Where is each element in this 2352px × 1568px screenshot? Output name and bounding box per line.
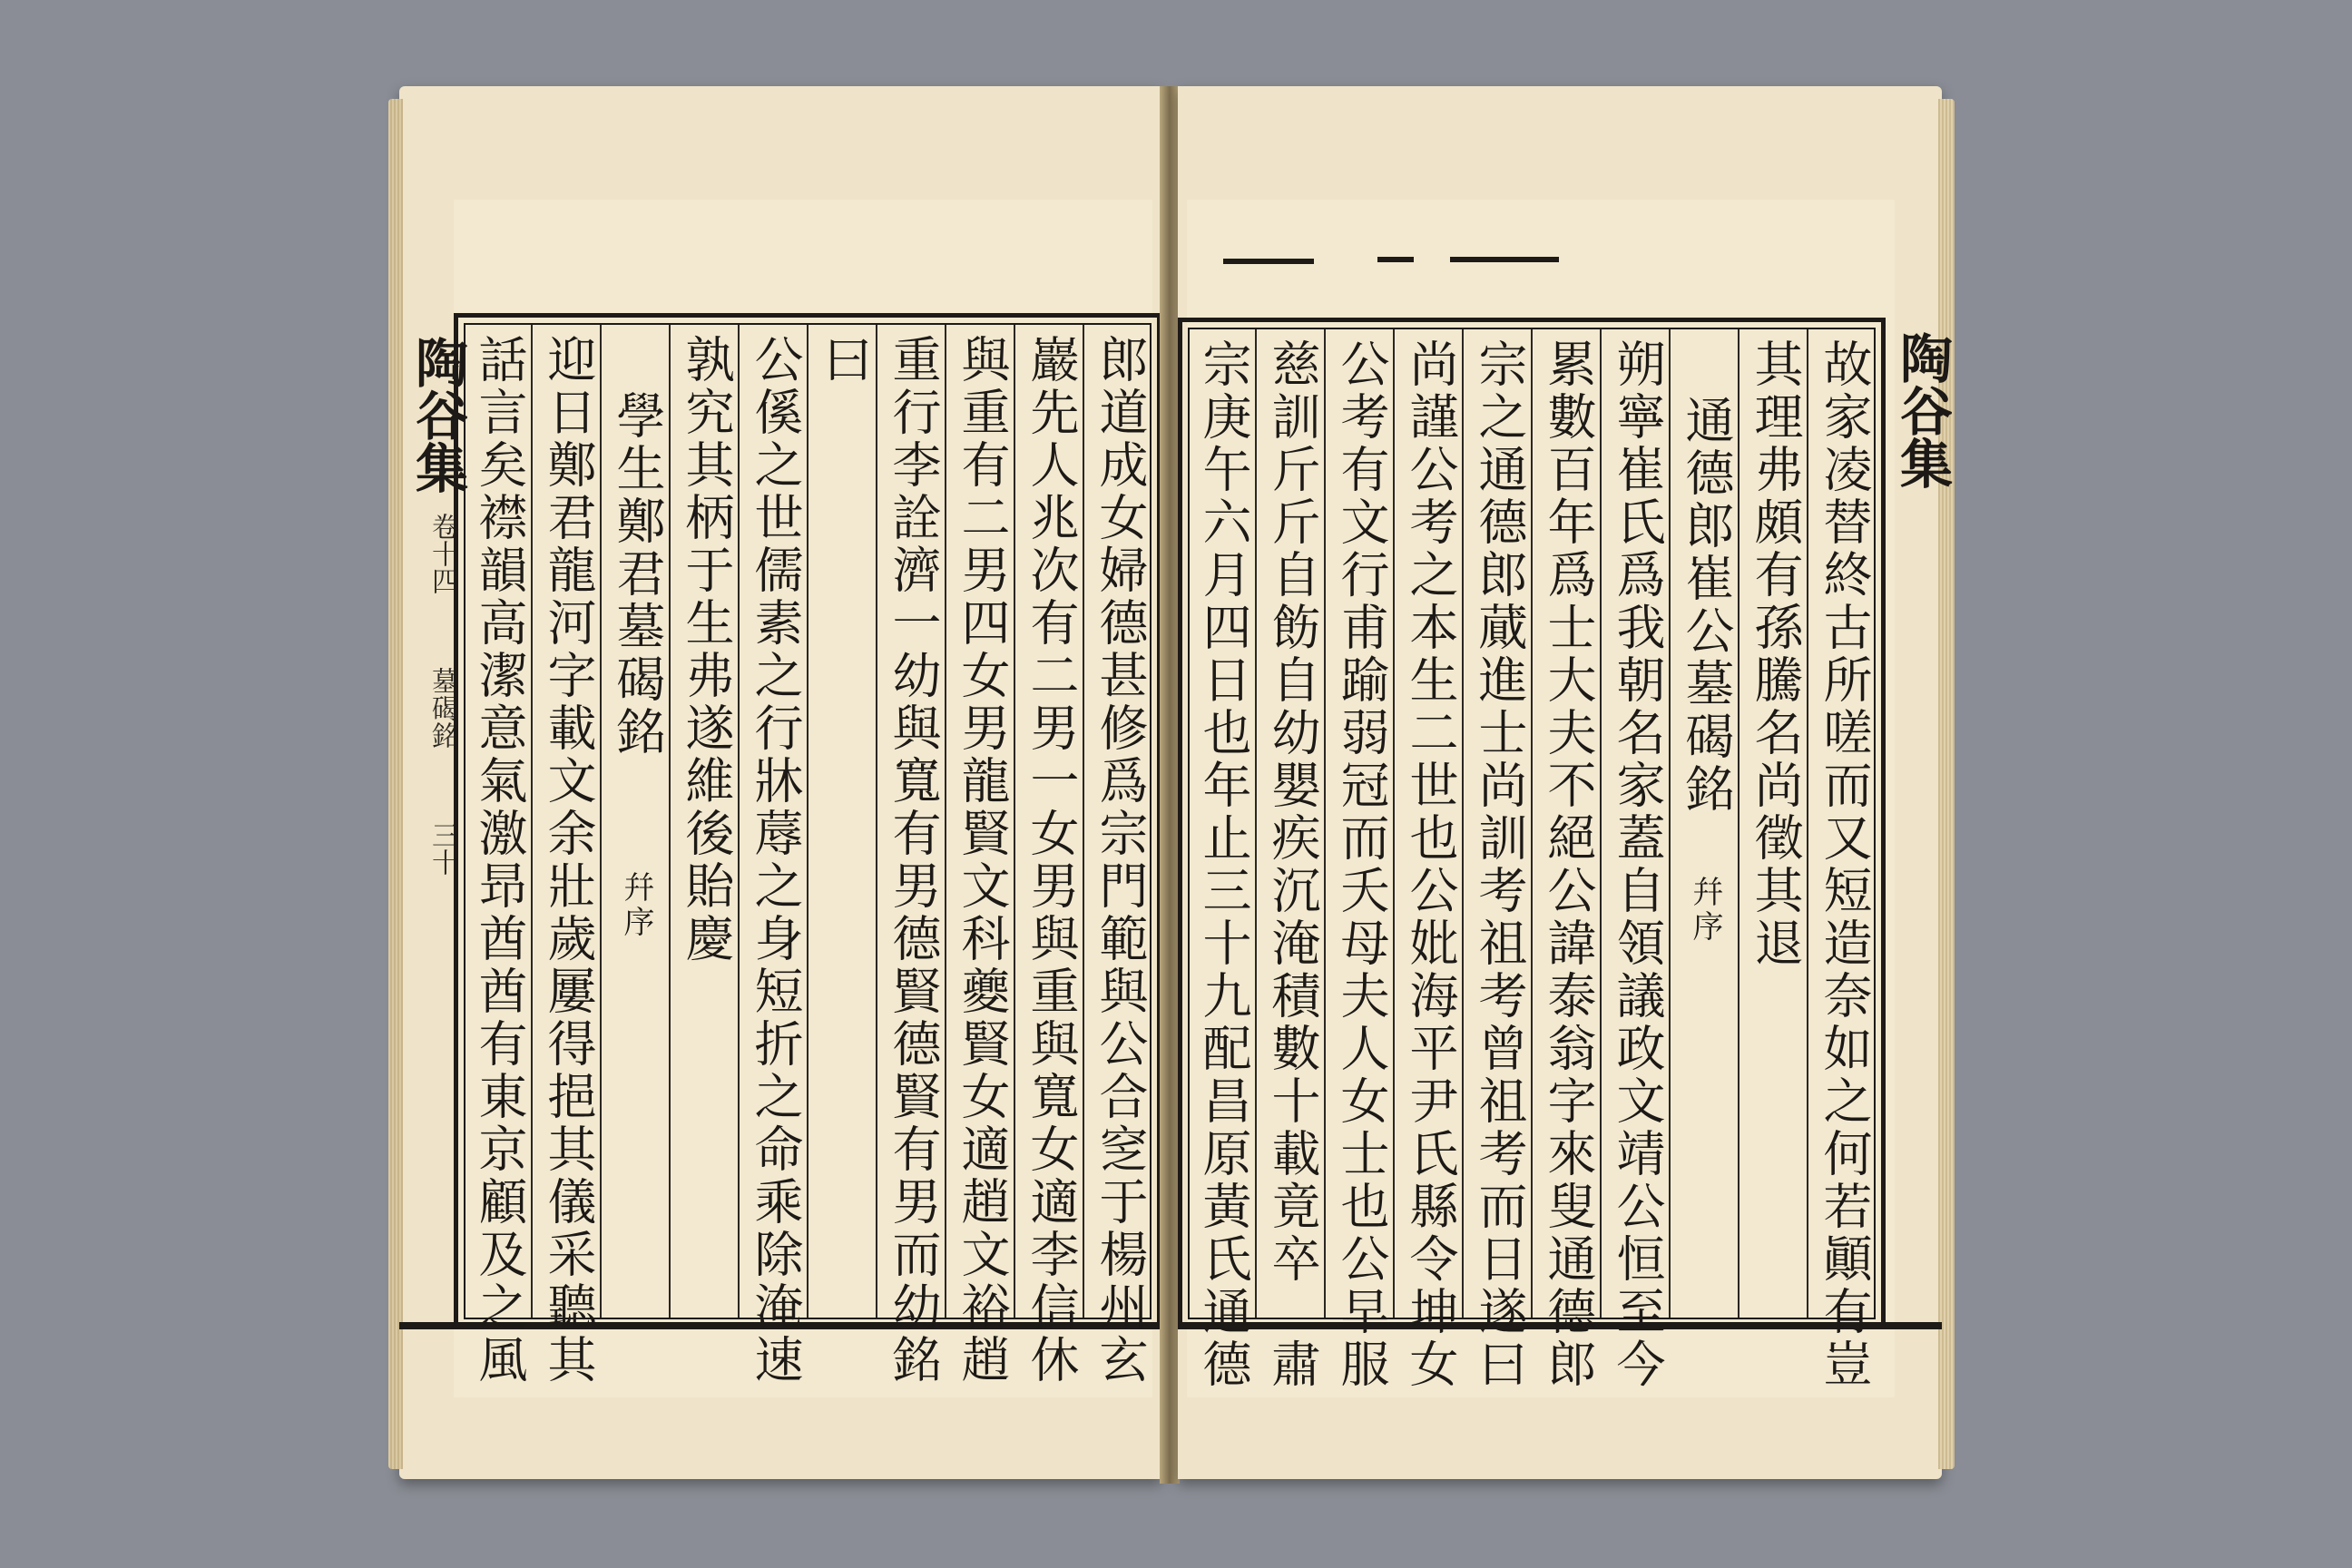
page-edge — [388, 99, 403, 1469]
text-column: 公考有文行甫踰弱冠而夭母夫人女士也公早服 — [1333, 338, 1390, 1391]
small-note: 幷序 — [1687, 876, 1723, 945]
text-column: 朔寧崔氏爲我朝名家蓋自領議政文靖公恒至今 — [1609, 338, 1666, 1391]
small-note: 幷序 — [618, 871, 654, 940]
text-column: 慈訓斤斤自飭自幼嬰疾沉淹積數十載竟卒 肅 — [1264, 338, 1321, 1391]
text-column: 宗之通德郎蕆進士尚訓考祖考曾祖考而日遂曰 — [1471, 338, 1528, 1391]
text-column: 迎日鄭君龍河字載文余壯歲屢得挹其儀采聽其 — [540, 334, 597, 1387]
text-column: 故家凌替終古所嗟而又短造奈如之何若顚有豈 — [1816, 338, 1873, 1391]
section-heading: 通德郎崔公墓碣銘 — [1678, 395, 1735, 816]
text-column: 巖先人兆次有二男一女男與重與寬女適李信休 — [1023, 334, 1080, 1387]
margin-section: 墓碣銘 — [426, 667, 458, 749]
text-column: 郎道成女婦德甚修爲宗門範與公合窆于楊州玄 — [1092, 334, 1149, 1387]
text-column: 話言矣襟韻高潔意氣激昻酋酋有東京顧及之風 — [471, 334, 528, 1387]
text-column: 曰 — [816, 334, 873, 387]
margin-folio: 三十 — [426, 821, 458, 876]
text-column: 公傒之世儒素之行牀蓐之身短折之命乘除淹速 — [747, 334, 804, 1387]
left-page — [399, 86, 1161, 1479]
top-mark — [1377, 257, 1414, 262]
text-column: 與重有二男四女男龍賢文科夔賢女適趙文裕趙 — [954, 334, 1011, 1387]
book-gutter — [1160, 86, 1180, 1484]
margin-title: 陶谷集 — [1891, 331, 1953, 489]
text-column: 重行李詮濟一幼與寬有男德賢德賢有男而幼銘 — [885, 334, 942, 1387]
margin-volume: 卷十四 — [426, 513, 458, 594]
section-heading: 學生鄭君墓碣銘 — [609, 390, 666, 759]
top-mark — [1223, 259, 1314, 264]
text-frame — [1178, 318, 1886, 1391]
margin-title: 陶谷集 — [407, 336, 468, 494]
right-page — [1178, 86, 1953, 1479]
text-column: 宗庚午六月四日也年止三十九配昌原黃氏通德 — [1195, 338, 1252, 1391]
page-edge — [1938, 99, 1955, 1469]
text-frame — [454, 313, 1161, 1387]
top-mark — [1450, 257, 1559, 262]
open-book — [399, 86, 1953, 1502]
text-column: 累數百年爲士大夫不絕公諱泰翁字來叟通德郎 — [1540, 338, 1597, 1391]
text-column: 尚謹公考之本生二世也公妣海平尹氏縣令坤女 — [1402, 338, 1459, 1391]
text-column: 孰究其柄于生弗遂維後貽慶 — [678, 334, 735, 965]
text-column: 其理弗頗有孫騰名尚徵其退 — [1747, 338, 1804, 970]
